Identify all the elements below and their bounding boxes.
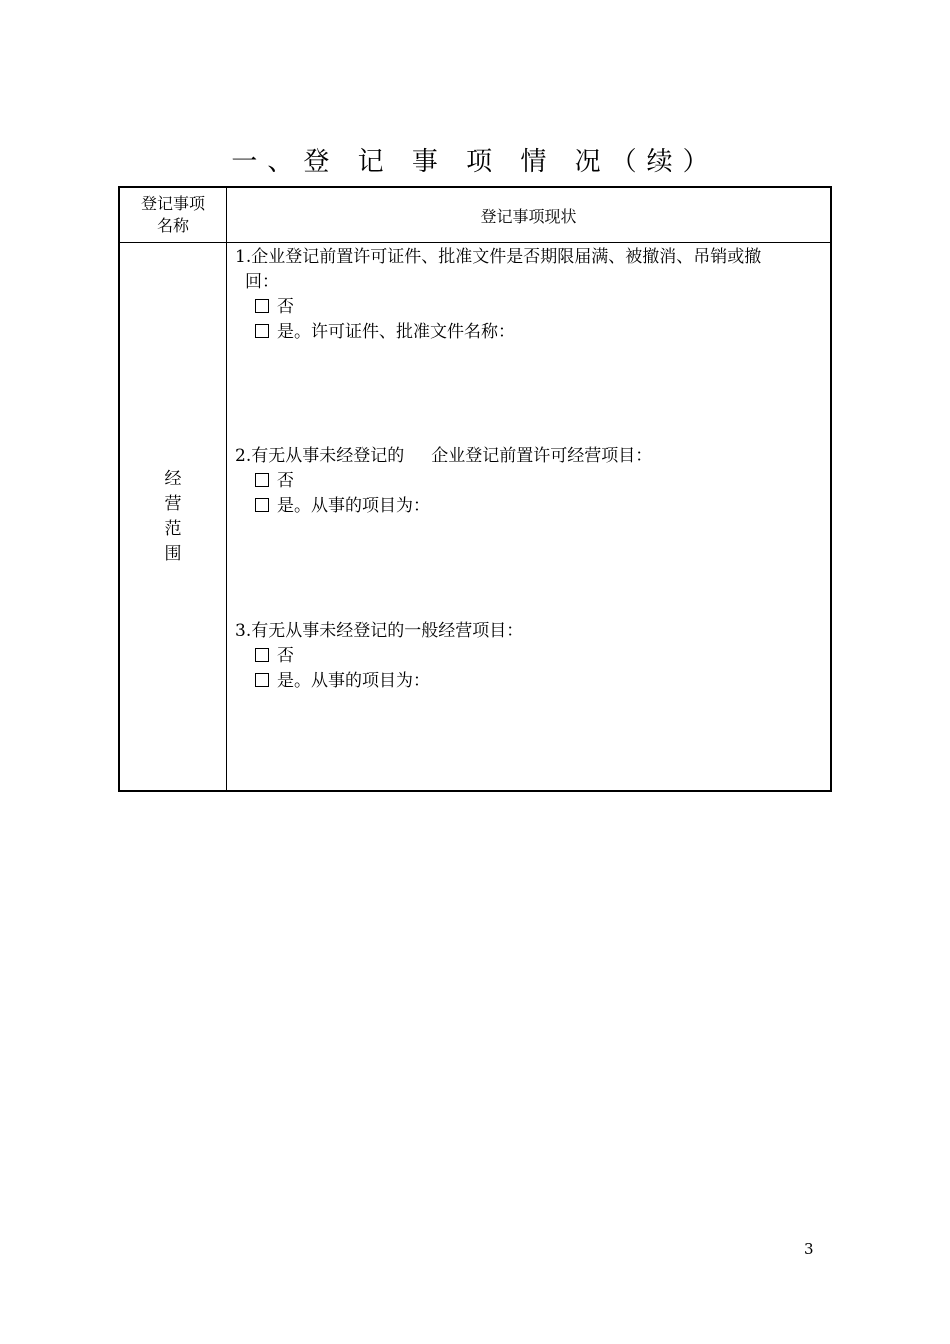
table-header-row [119,187,831,243]
option-no[interactable]: 否 [235,469,824,494]
checkbox[interactable] [255,324,269,338]
question-2: 2.有无从事未经登记的 企业登记前置许可经营项目： 否 是。从事的项目为： [235,444,824,519]
header-item-name: 登记事项 名称 [119,187,227,243]
checkbox[interactable] [255,473,269,487]
registration-table [118,186,832,792]
page-title: 一、登 记 事 项 情 况（续） [231,147,719,177]
question-1: 1.企业登记前置许可证件、批准文件是否期限届满、被撤消、吊销或撤 回： 否 是。许可证件、批准文件名称： [235,245,824,345]
option-yes[interactable]: 是。许可证件、批准文件名称： [235,320,824,345]
header-item-status: 登记事项现状 [227,187,832,243]
option-yes[interactable]: 是。从事的项目为： [235,494,824,519]
option-no[interactable]: 否 [235,644,824,669]
checkbox[interactable] [255,498,269,512]
checkbox[interactable] [255,648,269,662]
business-scope-row [119,243,831,792]
checkbox[interactable] [255,673,269,687]
business-scope-label: 经 营 范 围 [119,243,227,792]
question-3: 3.有无从事未经登记的一般经营项目： 否 是。从事的项目为： [235,619,824,694]
checkbox[interactable] [255,299,269,313]
option-no[interactable]: 否 [235,295,824,320]
option-yes[interactable]: 是。从事的项目为： [235,669,824,694]
business-scope-content [227,243,832,792]
page-number: 3 [804,1240,814,1258]
